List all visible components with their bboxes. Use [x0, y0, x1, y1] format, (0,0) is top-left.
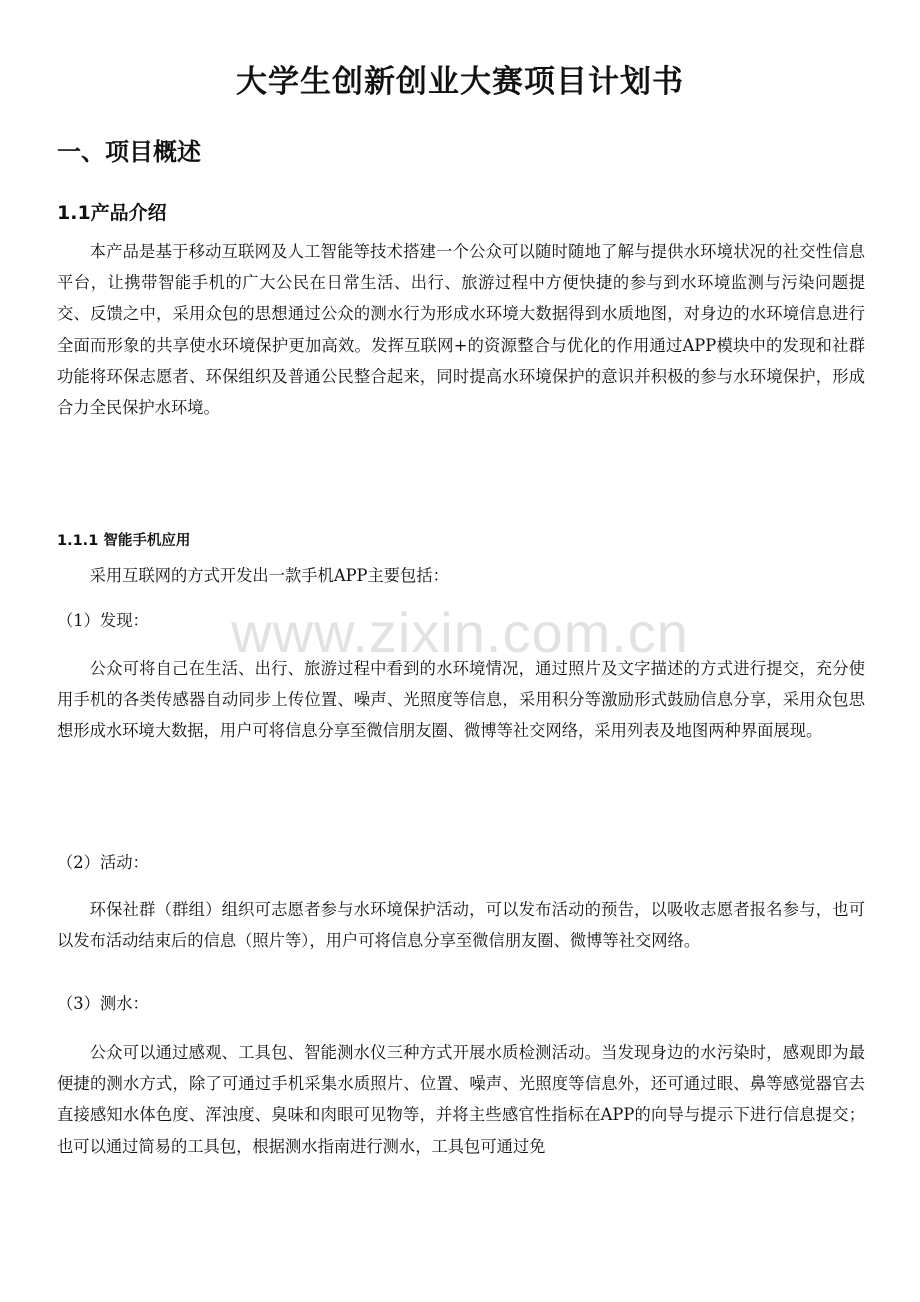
app-intro-paragraph: 采用互联网的方式开发出一款手机APP主要包括： [89, 566, 449, 585]
item-text-discover: 公众可将自己在生活、出行、旅游过程中看到的水环境情况，通过照片及文字描述的方式进行提交，充分使用手机的各类传感器自动同步上传位置、噪声、光照度等信息，采用积分等激励形式鼓励信息分享，采用众包思想形成水环境大数据，用户可将信息分享至微信朋友圈、微博等社交网络，采用列表及地图两种界面展现。 [57, 659, 865, 741]
subsubsection-heading-smartphone-app: 1.1.1 智能手机应用 [57, 533, 191, 549]
item-label-discover: （1）发现： [57, 611, 149, 630]
item-text-water-test: 公众可以通过感观、工具包、智能测水仪三种方式开展水质检测活动。当发现身边的水污染时，感观即为最便捷的测水方式，除了可通过手机采集水质照片、位置、噪声、光照度等信息外，还可通过眼、鼻等感觉器官去直接感知水体色度、浑浊度、臭味和肉眼可见物等，并将主些感官性指标在APP的向导与提示下进行信息提交；也可以通过简易的工具包，根据测水指南进行测水，工具包可通过免 [57, 1043, 865, 1156]
watermark: www.zixin.com.cn [231, 601, 689, 664]
item-label-water-test: （3）测水： [57, 994, 149, 1013]
item-label-activity: （2）活动： [57, 853, 149, 872]
document-title: 大学生创新创业大赛项目计划书 [236, 64, 684, 100]
item-text-activity: 环保社群（群组）组织可志愿者参与水环境保护活动，可以发布活动的预告，以吸收志愿者报名参与，也可以发布活动结束后的信息（照片等），用户可将信息分享至微信朋友圈、微博等社交网络。 [57, 900, 865, 951]
section-heading-overview: 一、项目概述 [57, 138, 201, 166]
subsection-heading-product-intro: 1.1产品介绍 [57, 202, 167, 224]
intro-paragraph: 本产品是基于移动互联网及人工智能等技术搭建一个公众可以随时随地了解与提供水环境状况的社交性信息平台，让携带智能手机的广大公民在日常生活、出行、旅游过程中方便快捷的参与到水环境监测与污染问题提交、反馈之中，采用众包的思想通过公众的测水行为形成水环境大数据得到水质地图，对身边的水环境信息进行全面而形象的共享使水环境保护更加高效。发挥互联网+的资源整合与优化的作用通过APP模块中的发现和社群功能将环保志愿者、环保组织及普通公民整合起来，同时提高水环境保护的意识并积极的参与水环境保护，形成合力全民保护水环境。 [57, 242, 865, 418]
